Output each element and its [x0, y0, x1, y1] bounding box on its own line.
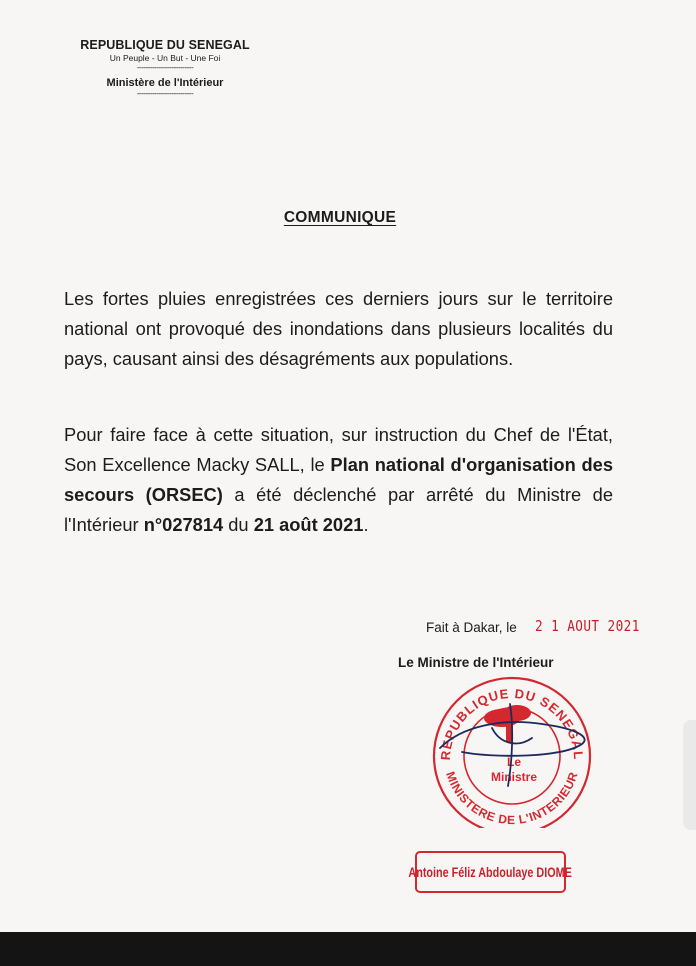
- paragraph-text: a été déclenché par arrêté du Ministre de l'Intérieur: [64, 484, 613, 535]
- decree-date: 21 août 2021: [253, 514, 364, 535]
- seal-center-le: Le: [506, 755, 522, 769]
- paragraph-text: Pour faire face à cette situation, sur instruction du Chef de l'État, Son Excellence Macky SALL, le: [64, 424, 613, 475]
- paragraph-floods: Les fortes pluies enregistrées ces derniers jours sur le territoire national ont provoqué des inondations dans plusieurs localités du pays, causant ainsi des désagréments aux populations.: [64, 288, 613, 369]
- paragraph-orsec: [64, 420, 613, 540]
- scroll-edge: [683, 720, 696, 830]
- date-stamp: 2 1 AOUT 2021: [535, 617, 640, 635]
- separator-line: --------------------------: [136, 63, 194, 72]
- seal-center-ministre: Ministre: [490, 770, 538, 784]
- name-stamp: [408, 851, 573, 893]
- ministry-name: Ministère de l'Intérieur: [106, 77, 224, 89]
- minister-name: Antoine Féliz Abdoulaye DIOME: [408, 864, 573, 880]
- decree-number: n°027814: [143, 514, 224, 535]
- seal-top-text: REPUBLIQUE DU SENEGAL: [437, 685, 587, 761]
- letterhead: [55, 38, 275, 98]
- separator-line: --------------------------: [136, 89, 194, 98]
- place-label: Fait à Dakar, le: [426, 620, 517, 635]
- document-title: COMMUNIQUE: [283, 209, 397, 226]
- bottom-bar: [0, 932, 696, 966]
- country-name: REPUBLIQUE DU SENEGAL: [80, 38, 250, 52]
- paragraph-text: du: [223, 514, 254, 535]
- plan-name: Plan national d'organisation des secours (ORSEC): [64, 454, 613, 505]
- minister-title: Le Ministre de l'Intérieur: [398, 655, 554, 670]
- paragraph-text: .: [363, 514, 369, 535]
- ministry-seal: [422, 668, 602, 828]
- seal-bottom-text: MINISTERE DE L'INTERIEUR: [443, 769, 581, 828]
- national-motto: Un Peuple - Un But - Une Foi: [109, 53, 221, 63]
